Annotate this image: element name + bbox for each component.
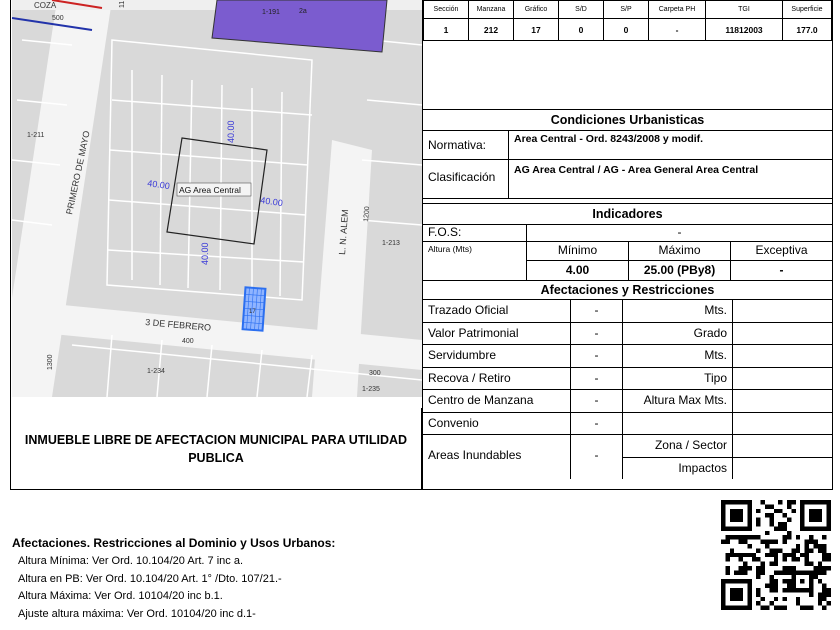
afectacion-blank <box>733 300 832 322</box>
map-lot-top: 11 <box>119 0 126 8</box>
map-bottom-gap <box>12 397 422 405</box>
map-parcel-number: 17 <box>249 309 256 315</box>
altura-max-label: Máximo <box>629 242 731 260</box>
header-tgi: TGI <box>706 1 783 19</box>
altura-min-label: Mínimo <box>527 242 629 260</box>
map-number-300: 300 <box>369 370 381 377</box>
map-street-primero: PRIMERO DE MAYO <box>64 129 92 216</box>
value-manzana: 212 <box>469 19 514 41</box>
qr-code <box>721 500 831 610</box>
afectacion-value: - <box>571 323 623 345</box>
altura-min-value: 4.00 <box>527 261 629 280</box>
map-number-1300: 1300 <box>47 354 54 370</box>
afectacion-blank <box>733 390 832 412</box>
map-block-bottom-left: 1-234 <box>147 368 165 375</box>
afectacion-unit <box>623 413 733 435</box>
footer-line: Ajuste altura máxima: Ver Ord. 10104/20 inc d.1- <box>18 607 256 620</box>
map-alem-number: 1200 <box>363 206 372 223</box>
afectacion-value: - <box>571 345 623 367</box>
map-dim-top: 40.00 <box>226 120 236 143</box>
afectaciones-title: Afectaciones y Restricciones <box>423 281 832 300</box>
afectacion-blank <box>733 413 832 435</box>
altura-exc-value: - <box>779 263 784 277</box>
footer-line: Altura Máxima: Ver Ord. 10104/20 inc b.1. <box>18 590 223 602</box>
afectacion-unit: Tipo <box>623 368 733 390</box>
afectacion-row <box>423 368 832 391</box>
header-superficie: Superficie <box>783 1 832 19</box>
fos-label: F.O.S: <box>423 225 527 241</box>
afectacion-row <box>423 323 832 346</box>
afectacion-row <box>423 345 832 368</box>
map-block-bottom-right: 1-235 <box>362 386 380 393</box>
normativa-value: Area Central - Ord. 8243/2008 y modif. <box>514 133 704 145</box>
info-panel <box>422 0 833 490</box>
afectacion-row <box>423 413 832 436</box>
afectacion-unit: Mts. <box>623 345 733 367</box>
footer-restrictions <box>12 536 432 623</box>
map-street-febrero: 3 DE FEBRERO <box>144 317 212 333</box>
header-seccion: Sección <box>424 1 469 19</box>
normativa-label: Normativa: <box>423 131 509 159</box>
altura-max-value: 25.00 (PBy8) <box>629 261 731 280</box>
altura-exc-label: Exceptiva <box>755 243 808 257</box>
header-sp: S/P <box>604 1 649 19</box>
value-carpeta-ph: - <box>649 19 706 41</box>
cadastral-table <box>423 0 832 41</box>
map-number-500: 500 <box>52 15 64 22</box>
notice-text: INMUEBLE LIBRE DE AFECTACION MUNICIPAL PARA UTILIDAD PUBLICA <box>24 432 408 465</box>
map-dim-right: 40.00 <box>259 195 284 209</box>
afectacion-unit: Mts. <box>623 300 733 322</box>
footer-title: Afectaciones. Restricciones al Dominio y Usos Urbanos: <box>12 536 336 550</box>
map-febrero-number: 400 <box>182 338 194 345</box>
afectacion-row <box>423 300 832 323</box>
map-block-top: 1-191 <box>262 9 280 16</box>
value-sd: 0 <box>559 19 604 41</box>
cadastral-map[interactable] <box>12 0 422 397</box>
areas-inundables-label: Areas Inundables <box>423 435 571 479</box>
afectacion-unit: Altura Max Mts. <box>623 390 733 412</box>
afectacion-label: Convenio <box>423 413 571 435</box>
map-block-top-code: 2a <box>299 8 307 15</box>
header-grafico: Gráfico <box>514 1 559 19</box>
value-sp: 0 <box>604 19 649 41</box>
zona-sector-label: Zona / Sector <box>623 435 733 457</box>
clasificacion-label: Clasificación <box>423 160 509 198</box>
afectacion-label: Trazado Oficial <box>423 300 571 322</box>
afectacion-label: Servidumbre <box>423 345 571 367</box>
header-sd: S/D <box>559 1 604 19</box>
afectacion-value: - <box>571 390 623 412</box>
afectacion-row <box>423 390 832 413</box>
map-drawing <box>12 0 422 397</box>
afectacion-value: - <box>571 300 623 322</box>
afectacion-blank <box>733 345 832 367</box>
footer-line: Altura en PB: Ver Ord. 10.104/20 Art. 1° /Dto. 107/21.- <box>18 572 282 585</box>
afectacion-blank <box>733 368 832 390</box>
afectacion-label: Recova / Retiro <box>423 368 571 390</box>
afectacion-label: Valor Patrimonial <box>423 323 571 345</box>
footer-line: Altura Mínima: Ver Ord. 10.104/20 Art. 7 inc a. <box>18 555 244 567</box>
map-block-left: 1-211 <box>27 132 45 139</box>
map-block-right: 1-213 <box>382 240 400 247</box>
map-dim-left: 40.00 <box>146 178 171 192</box>
blank-area <box>423 41 832 110</box>
value-superficie: 177.0 <box>783 19 832 41</box>
map-street-top: COZA <box>34 1 57 10</box>
value-grafico: 17 <box>514 19 559 41</box>
header-manzana: Manzana <box>469 1 514 19</box>
indicators-title: Indicadores <box>423 204 832 225</box>
altura-label: Altura (Mts) <box>423 242 527 280</box>
conditions-title: Condiciones Urbanisticas <box>423 109 832 131</box>
afectacion-value: - <box>571 413 623 435</box>
afectacion-value: - <box>571 368 623 390</box>
value-seccion: 1 <box>424 19 469 41</box>
header-carpeta-ph: Carpeta PH <box>649 1 706 19</box>
map-dim-bottom: 40.00 <box>200 242 210 265</box>
afectacion-label: Centro de Manzana <box>423 390 571 412</box>
fos-value: - <box>677 225 682 239</box>
value-tgi: 11812003 <box>706 19 783 41</box>
areas-inundables-value: - <box>571 435 623 479</box>
notice-box <box>10 408 422 490</box>
map-zone-label: AG Area Central <box>179 185 241 195</box>
map-street-alem: L. N. ALEM <box>337 209 351 256</box>
impactos-label: Impactos <box>623 458 733 479</box>
clasificacion-value: AG Area Central / AG - Area General Area Central <box>514 164 759 176</box>
afectacion-blank <box>733 323 832 345</box>
afectacion-unit: Grado <box>623 323 733 345</box>
